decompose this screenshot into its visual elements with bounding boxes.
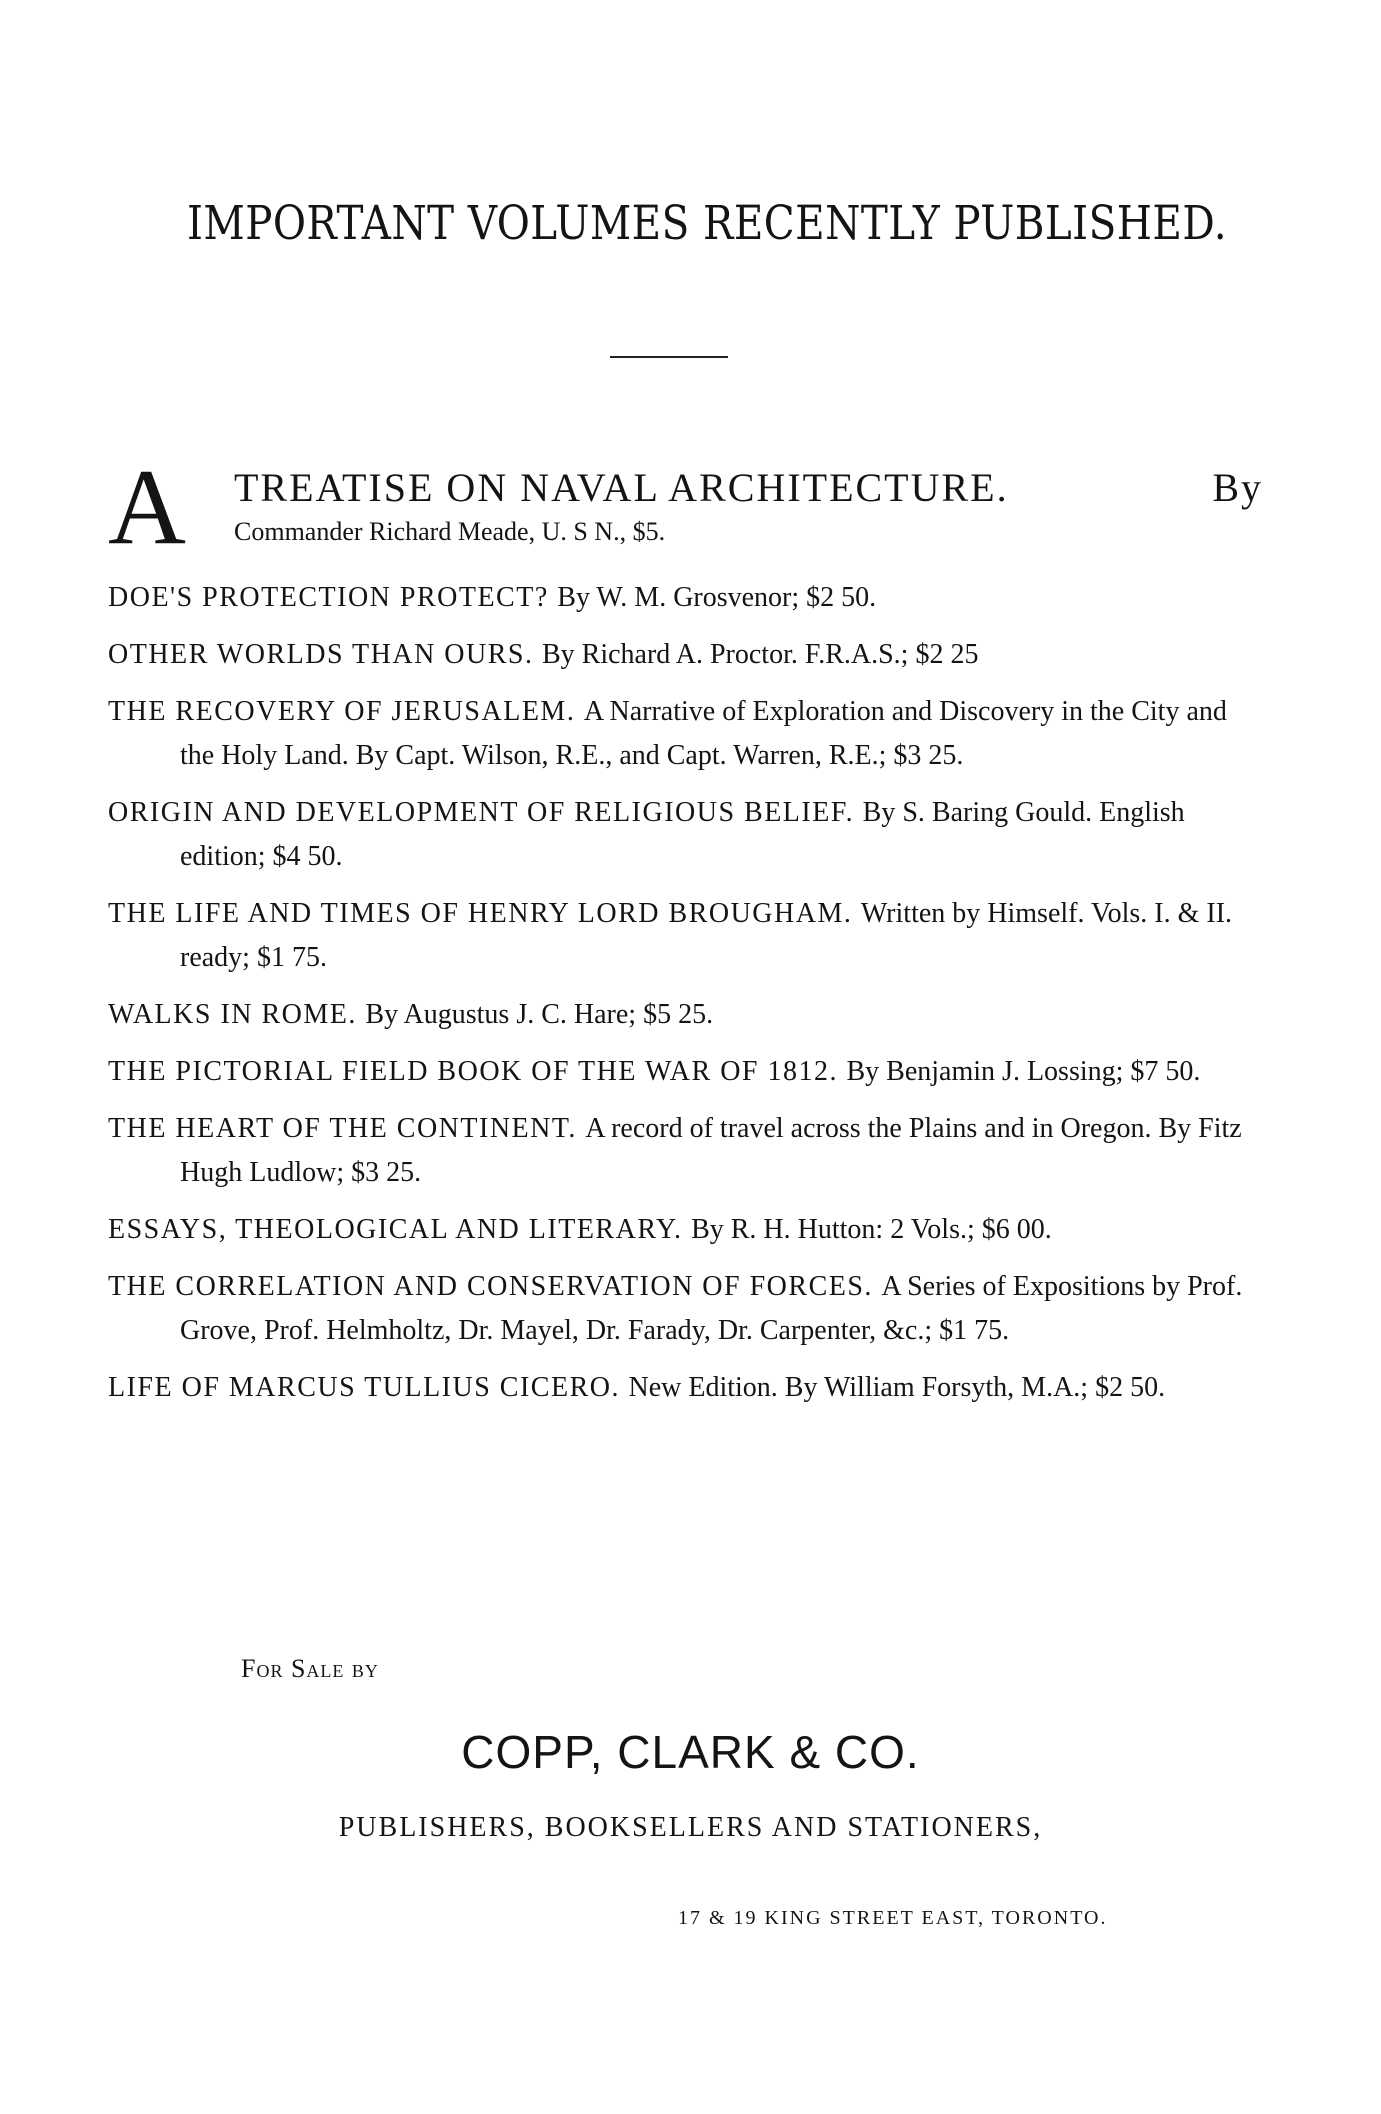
book-detail: A Narrative of Exploration and Discovery in the City and the Holy Land. By Capt. Wilson, R.E., and Capt. Warren, R.E.; $3 25.	[180, 696, 1227, 771]
book-detail: By Benjamin J. Lossing; $7 50.	[846, 1056, 1201, 1087]
book-title: DOE'S PROTECTION PROTECT?	[108, 582, 558, 613]
book-detail: By R. H. Hutton: 2 Vols.; $6 00.	[691, 1214, 1052, 1245]
book-entry	[108, 1366, 1263, 1410]
book-entry-naval-architecture	[108, 448, 1263, 567]
drop-cap: A	[108, 448, 186, 567]
book-detail: A Series of Expositions by Prof. Grove, Prof. Helmholtz, Dr. Mayel, Dr. Farady, Dr. Carpenter, &c.; $1 75.	[180, 1271, 1243, 1346]
book-entry	[108, 1265, 1263, 1353]
book-entry	[108, 1107, 1263, 1195]
book-entry	[108, 576, 1263, 620]
book-title: ESSAYS, THEOLOGICAL AND LITERARY.	[108, 1214, 692, 1245]
book-entry	[108, 690, 1263, 778]
first-entry-title-line	[234, 462, 1263, 514]
book-title: THE LIFE AND TIMES OF HENRY LORD BROUGHAM.	[108, 898, 861, 929]
book-entry	[108, 892, 1263, 980]
book-detail: A record of travel across the Plains and in Oregon. By Fitz Hugh Ludlow; $3 25.	[180, 1113, 1242, 1188]
book-title: THE RECOVERY OF JERUSALEM.	[108, 696, 584, 727]
book-by: By	[1212, 465, 1263, 510]
firm-address: 17 & 19 KING STREET EAST, TORONTO.	[678, 1907, 1108, 1929]
book-entry	[108, 633, 1263, 677]
book-title: THE CORRELATION AND CONSERVATION OF FORCES.	[108, 1271, 882, 1302]
book-title: THE PICTORIAL FIELD BOOK OF THE WAR OF 1812.	[108, 1056, 847, 1087]
book-detail: New Edition. By William Forsyth, M.A.; $2 50.	[628, 1372, 1166, 1403]
book-title: LIFE OF MARCUS TULLIUS CICERO.	[108, 1372, 629, 1403]
book-detail: By W. M. Grosvenor; $2 50.	[557, 582, 877, 613]
book-title: TREATISE ON NAVAL ARCHITECTURE.	[234, 465, 1009, 510]
book-detail: Written by Himself. Vols. I. & II. ready; $1 75.	[180, 898, 1233, 973]
book-title: THE HEART OF THE CONTINENT.	[108, 1113, 586, 1144]
ornamental-rule	[610, 356, 728, 358]
book-entry	[108, 791, 1263, 879]
book-list	[108, 448, 1263, 1423]
book-detail: By Richard A. Proctor. F.R.A.S.; $2 25	[542, 639, 979, 670]
book-entry	[108, 1050, 1263, 1094]
book-title: WALKS IN ROME.	[108, 999, 366, 1030]
book-detail: Commander Richard Meade, U. S N., $5.	[234, 517, 666, 546]
book-title: OTHER WORLDS THAN OURS.	[108, 639, 542, 670]
book-detail: By S. Baring Gould. English edition; $4 50.	[180, 797, 1185, 872]
firm-trade: PUBLISHERS, BOOKSELLERS AND STATIONERS,	[338, 1812, 1043, 1843]
page-title: IMPORTANT VOLUMES RECENTLY PUBLISHED.	[187, 196, 1227, 251]
for-sale-label: For Sale by	[241, 1654, 379, 1683]
book-title: ORIGIN AND DEVELOPMENT OF RELIGIOUS BELIEF.	[108, 797, 863, 828]
book-entry	[108, 993, 1263, 1037]
book-detail: By Augustus J. C. Hare; $5 25.	[365, 999, 714, 1030]
firm-name: COPP, CLARK & CO.	[461, 1726, 920, 1778]
book-entry	[108, 1208, 1263, 1252]
